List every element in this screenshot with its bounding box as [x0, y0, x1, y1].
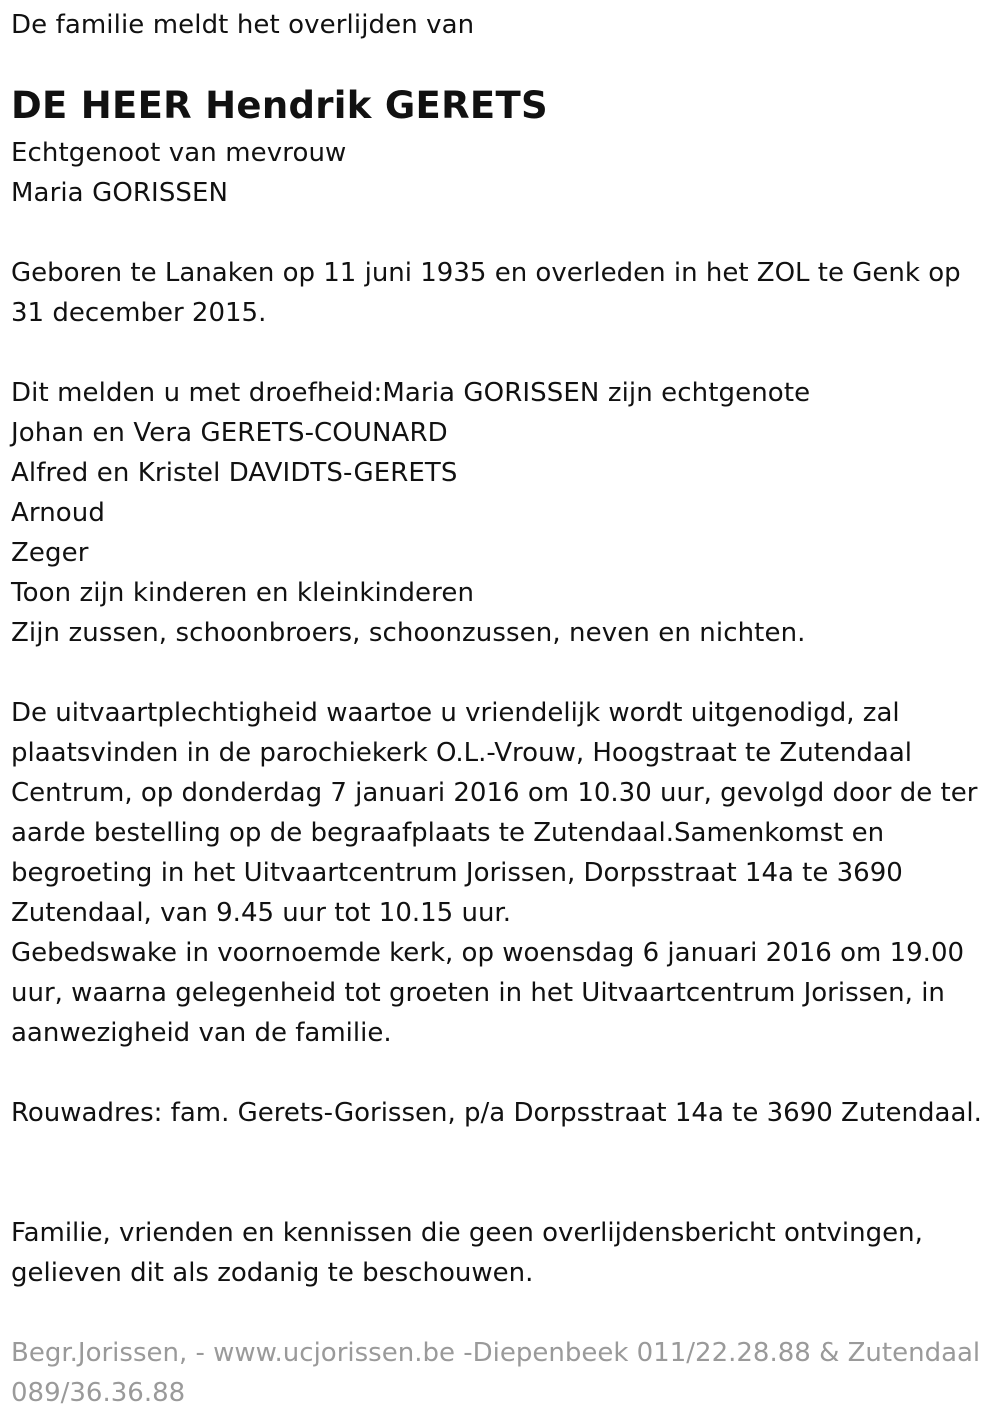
mourner-line: Zeger	[11, 538, 89, 568]
mourning-address: Rouwadres: fam. Gerets-Gorissen, p/a Dorpsstraat 14a te 3690 Zutendaal.	[11, 1098, 982, 1128]
mourner-line: Zijn zussen, schoonbroers, schoonzussen, neven en nichten.	[11, 618, 806, 648]
funeral-home-footer: Begr.Jorissen, - www.ucjorissen.be -Diepenbeek 011/22.28.88 & Zutendaal 089/36.36.88	[11, 1338, 981, 1408]
spouse-line-1: Echtgenoot van mevrouw	[11, 138, 347, 168]
mourner-line: Johan en Vera GERETS-COUNARD	[11, 418, 448, 448]
mourner-line: Dit melden u met droefheid:Maria GORISSEN zijn echtgenote	[11, 378, 811, 408]
vigil-details: Gebedswake in voornoemde kerk, op woensdag 6 januari 2016 om 19.00 uur, waarna gelegenheid tot groeten in het Uitvaartcentrum Jorissen, in aanwezigheid van de familie.	[11, 938, 965, 1048]
ceremony-block	[11, 693, 986, 1053]
birth-death-text: Geboren te Lanaken op 11 juni 1935 en overleden in het ZOL te Genk op 31 december 2015.	[11, 258, 961, 328]
notice-text: Familie, vrienden en kennissen die geen overlijdensbericht ontvingen, gelieven dit als zodanig te beschouwen.	[11, 1218, 923, 1288]
funeral-details: De uitvaartplechtigheid waartoe u vriendelijk wordt uitgenodigd, zal plaatsvinden in de parochiekerk O.L.-Vrouw, Hoogstraat te Zutendaal Centrum, op donderdag 7 januari 2016 om 10.30 uur, gevolgd door de ter aarde bestelling op de begraafplaats te Zutendaal.Samenkomst en begroeting in het Uitvaartcentrum Jorissen, Dorpsstraat 14a te 3690 Zutendaal, van 9.45 uur tot 10.15 uur.	[11, 698, 978, 928]
mourner-line: Toon zijn kinderen en kleinkinderen	[11, 578, 475, 608]
intro-text: De familie meldt het overlijden van	[11, 10, 475, 40]
spouse-block	[11, 133, 346, 213]
mourner-line: Alfred en Kristel DAVIDTS-GERETS	[11, 458, 458, 488]
mourners-list	[11, 373, 810, 653]
mourner-line: Arnoud	[11, 498, 105, 528]
spouse-line-2: Maria GORISSEN	[11, 178, 229, 208]
deceased-name: DE HEER Hendrik GERETS	[11, 84, 548, 127]
